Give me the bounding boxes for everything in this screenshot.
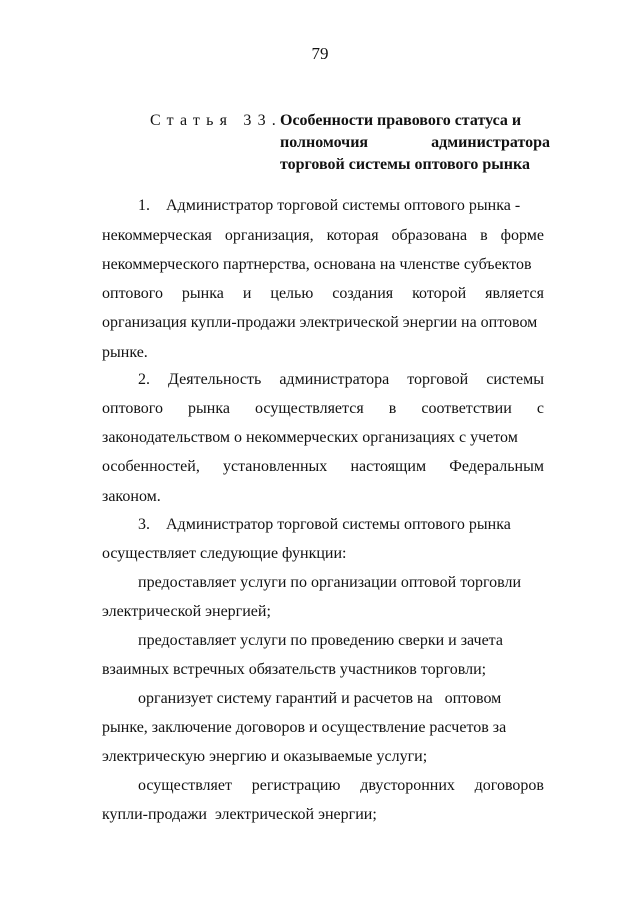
text-line bbox=[102, 226, 544, 246]
text-word: целью bbox=[270, 285, 314, 302]
text-word: Деятельность bbox=[168, 371, 262, 388]
text-word: регистрацию bbox=[251, 777, 341, 794]
text-line bbox=[138, 776, 544, 796]
text-line bbox=[138, 370, 544, 390]
text-word: особенностей, bbox=[102, 458, 200, 475]
text-line: законом. bbox=[102, 488, 161, 505]
article-title-line: торговой системы оптового рынка bbox=[280, 156, 530, 173]
text-line: рынке, заключение договоров и осуществление расчетов за bbox=[102, 719, 507, 736]
text-line: некоммерческого партнерства, основана на членстве субъектов bbox=[102, 256, 532, 273]
text-line bbox=[102, 399, 544, 419]
text-word: организация, bbox=[224, 227, 314, 244]
text-word: системы bbox=[486, 371, 544, 388]
text-line: организует систему гарантий и расчетов на оптовом bbox=[138, 690, 502, 707]
article-title-word: администратора bbox=[431, 134, 550, 151]
text-word: которой bbox=[412, 285, 467, 302]
text-line: 3. Администратор торговой системы оптового рынка bbox=[138, 516, 511, 533]
text-word: администратора bbox=[279, 371, 390, 388]
text-line: взаимных встречных обязательств участников торговли; bbox=[102, 661, 487, 678]
text-line bbox=[102, 457, 544, 477]
text-word: в bbox=[480, 227, 488, 244]
text-word: настоящим bbox=[350, 458, 427, 475]
text-word: рынка bbox=[188, 400, 230, 417]
text-line: организация купли-продажи электрической энергии на оптовом bbox=[102, 314, 538, 331]
text-word: которая bbox=[326, 227, 379, 244]
text-line: электрической энергией; bbox=[102, 603, 271, 620]
text-line: электрическую энергию и оказываемые услуги; bbox=[102, 748, 428, 765]
text-word: рынка bbox=[181, 285, 224, 302]
text-word: с bbox=[536, 400, 544, 417]
text-line: осуществляет следующие функции: bbox=[102, 545, 347, 562]
text-word: создания bbox=[332, 285, 394, 302]
text-word: и bbox=[242, 285, 252, 302]
text-word: соответствии bbox=[421, 400, 512, 417]
text-word: форме bbox=[500, 227, 544, 244]
text-word: установленных bbox=[223, 458, 328, 475]
text-word: оптового bbox=[102, 400, 163, 417]
text-word: договоров bbox=[474, 777, 544, 794]
text-line: предоставляет услуги по организации оптовой торговли bbox=[138, 574, 522, 591]
text-word: торговой bbox=[407, 371, 469, 388]
text-line: предоставляет услуги по проведению сверки и зачета bbox=[138, 632, 503, 649]
text-word: двусторонних bbox=[360, 777, 455, 794]
article-title-word: полномочия bbox=[280, 134, 369, 151]
text-line: рынке. bbox=[102, 344, 148, 361]
text-word: 2. bbox=[138, 371, 150, 388]
text-word: оптового bbox=[102, 285, 163, 302]
text-word: осуществляется bbox=[255, 400, 364, 417]
text-word: в bbox=[388, 400, 397, 417]
text-word: осуществляет bbox=[138, 777, 232, 794]
article-title-line: Особенности правового статуса и bbox=[280, 112, 522, 129]
page-number: 79 bbox=[311, 44, 329, 63]
text-word: некоммерческая bbox=[102, 227, 212, 244]
text-word: является bbox=[485, 285, 544, 302]
text-line: 1. Администратор торговой системы оптового рынка - bbox=[138, 197, 521, 214]
text-word: образована bbox=[391, 227, 468, 244]
text-line: законодательством о некоммерческих организациях с учетом bbox=[102, 429, 518, 446]
text-line bbox=[102, 284, 544, 304]
text-word: Федеральным bbox=[449, 458, 544, 475]
text-line: купли-продажи электрической энергии; bbox=[102, 806, 377, 823]
article-label: Статья 33. bbox=[150, 112, 282, 129]
